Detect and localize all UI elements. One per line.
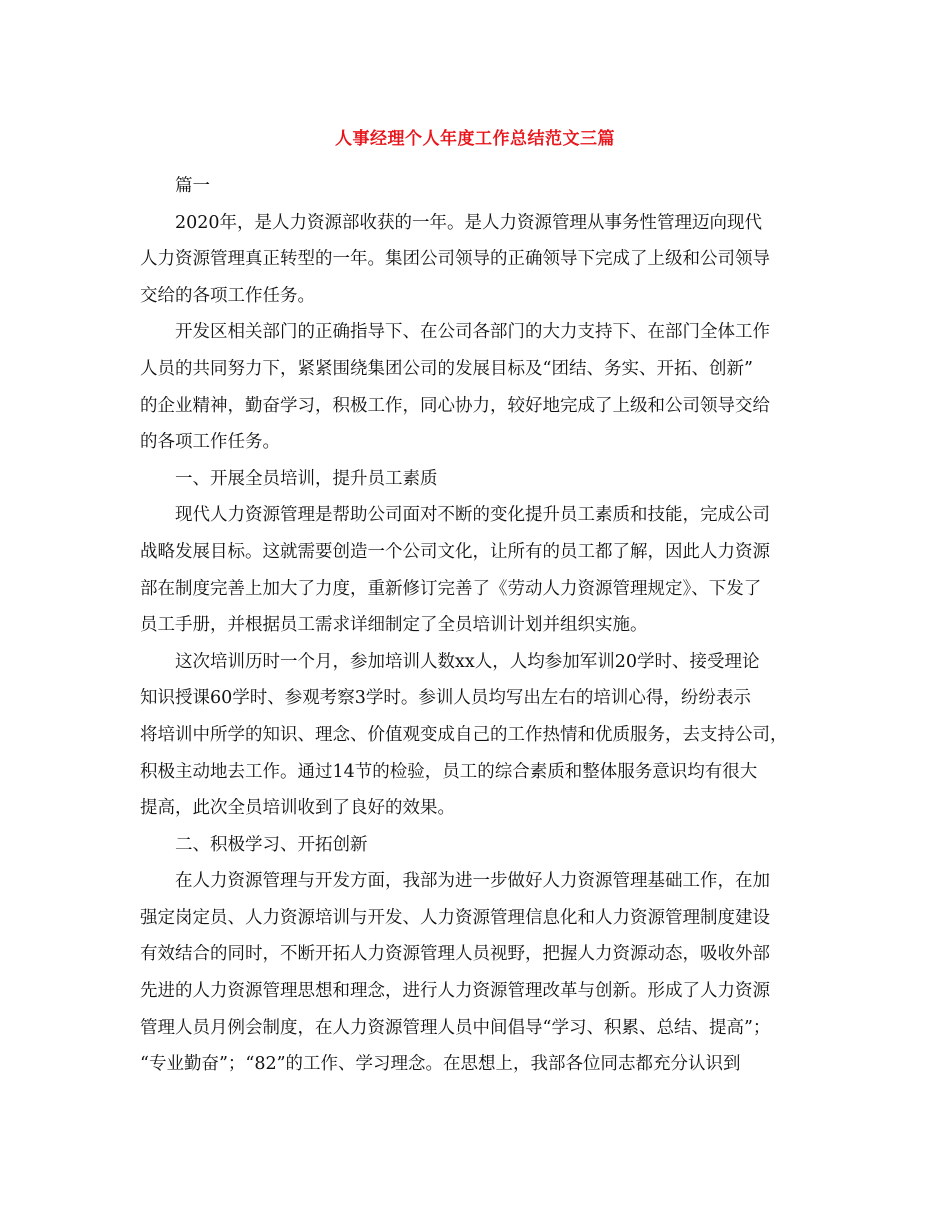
paragraph-line: 2020年，是人力资源部收获的一年。是人力资源管理从事务性管理迈向现代 [175, 212, 763, 233]
paragraph-line: 员工手册，并根据员工需求详细制定了全员培训计划并组织实施。 [140, 615, 648, 636]
paragraph-line: 在人力资源管理与开发方面，我部为进一步做好人力资源管理基础工作，在加 [175, 871, 770, 892]
document-body [140, 168, 830, 1083]
paragraph-line: 人力资源管理真正转型的一年。集团公司领导的正确领导下完成了上级和公司领导 [140, 249, 770, 270]
paragraph-line: 交给的各项工作任务。 [140, 285, 315, 306]
section-heading: 篇一 [175, 176, 210, 196]
paragraph-line: 将培训中所学的知识、理念、价值观变成自己的工作热情和优质服务，去支持公司， [140, 724, 788, 745]
paragraph-line: 部在制度完善上加大了力度，重新修订完善了《劳动人力资源管理规定》、下发了 [140, 578, 762, 599]
paragraph-line: 强定岗定员、人力资源培训与开发、人力资源管理信息化和人力资源管理制度建设 [140, 907, 770, 928]
paragraph-line: 战略发展目标。这就需要创造一个公司文化，让所有的员工都了解，因此人力资源 [140, 541, 770, 562]
paragraph-line: 开发区相关部门的正确指导下、在公司各部门的大力支持下、在部门全体工作 [175, 322, 770, 343]
paragraph-line: 人员的共同努力下，紧紧围绕集团公司的发展目标及“团结、务实、开拓、创新” [140, 358, 753, 379]
section-heading: 一、开展全员培训，提升员工素质 [175, 468, 438, 489]
paragraph-line: 现代人力资源管理是帮助公司面对不断的变化提升员工素质和技能，完成公司 [175, 505, 770, 526]
paragraph-line: 知识授课60学时、参观考察3学时。参训人员均写出左右的培训心得，纷纷表示 [140, 688, 751, 709]
paragraph-line: 积极主动地去工作。通过14节的检验，员工的综合素质和整体服务意识均有很大 [140, 761, 758, 782]
section-heading: 二、积极学习、开拓创新 [175, 834, 368, 855]
paragraph-line: 提高，此次全员培训收到了良好的效果。 [140, 798, 455, 819]
paragraph-line: “专业勤奋”；“82”的工作、学习理念。在思想上，我部各位同志都充分认识到 [140, 1054, 741, 1075]
paragraph-line: 的各项工作任务。 [140, 432, 280, 453]
paragraph-line: 先进的人力资源管理思想和理念，进行人力资源管理改革与创新。形成了人力资源 [140, 981, 770, 1002]
document-title: 人事经理个人年度工作总结范文三篇 [335, 129, 615, 149]
paragraph-line: 管理人员月例会制度，在人力资源管理人员中间倡导“学习、积累、总结、提高”； [140, 1017, 771, 1038]
paragraph-line: 有效结合的同时，不断开拓人力资源管理人员视野，把握人力资源动态，吸收外部 [140, 944, 770, 965]
paragraph-line: 的企业精神，勤奋学习，积极工作，同心协力，较好地完成了上级和公司领导交给 [140, 395, 770, 416]
paragraph-line: 这次培训历时一个月，参加培训人数xx人，人均参加军训20学时、接受理论 [175, 651, 760, 672]
